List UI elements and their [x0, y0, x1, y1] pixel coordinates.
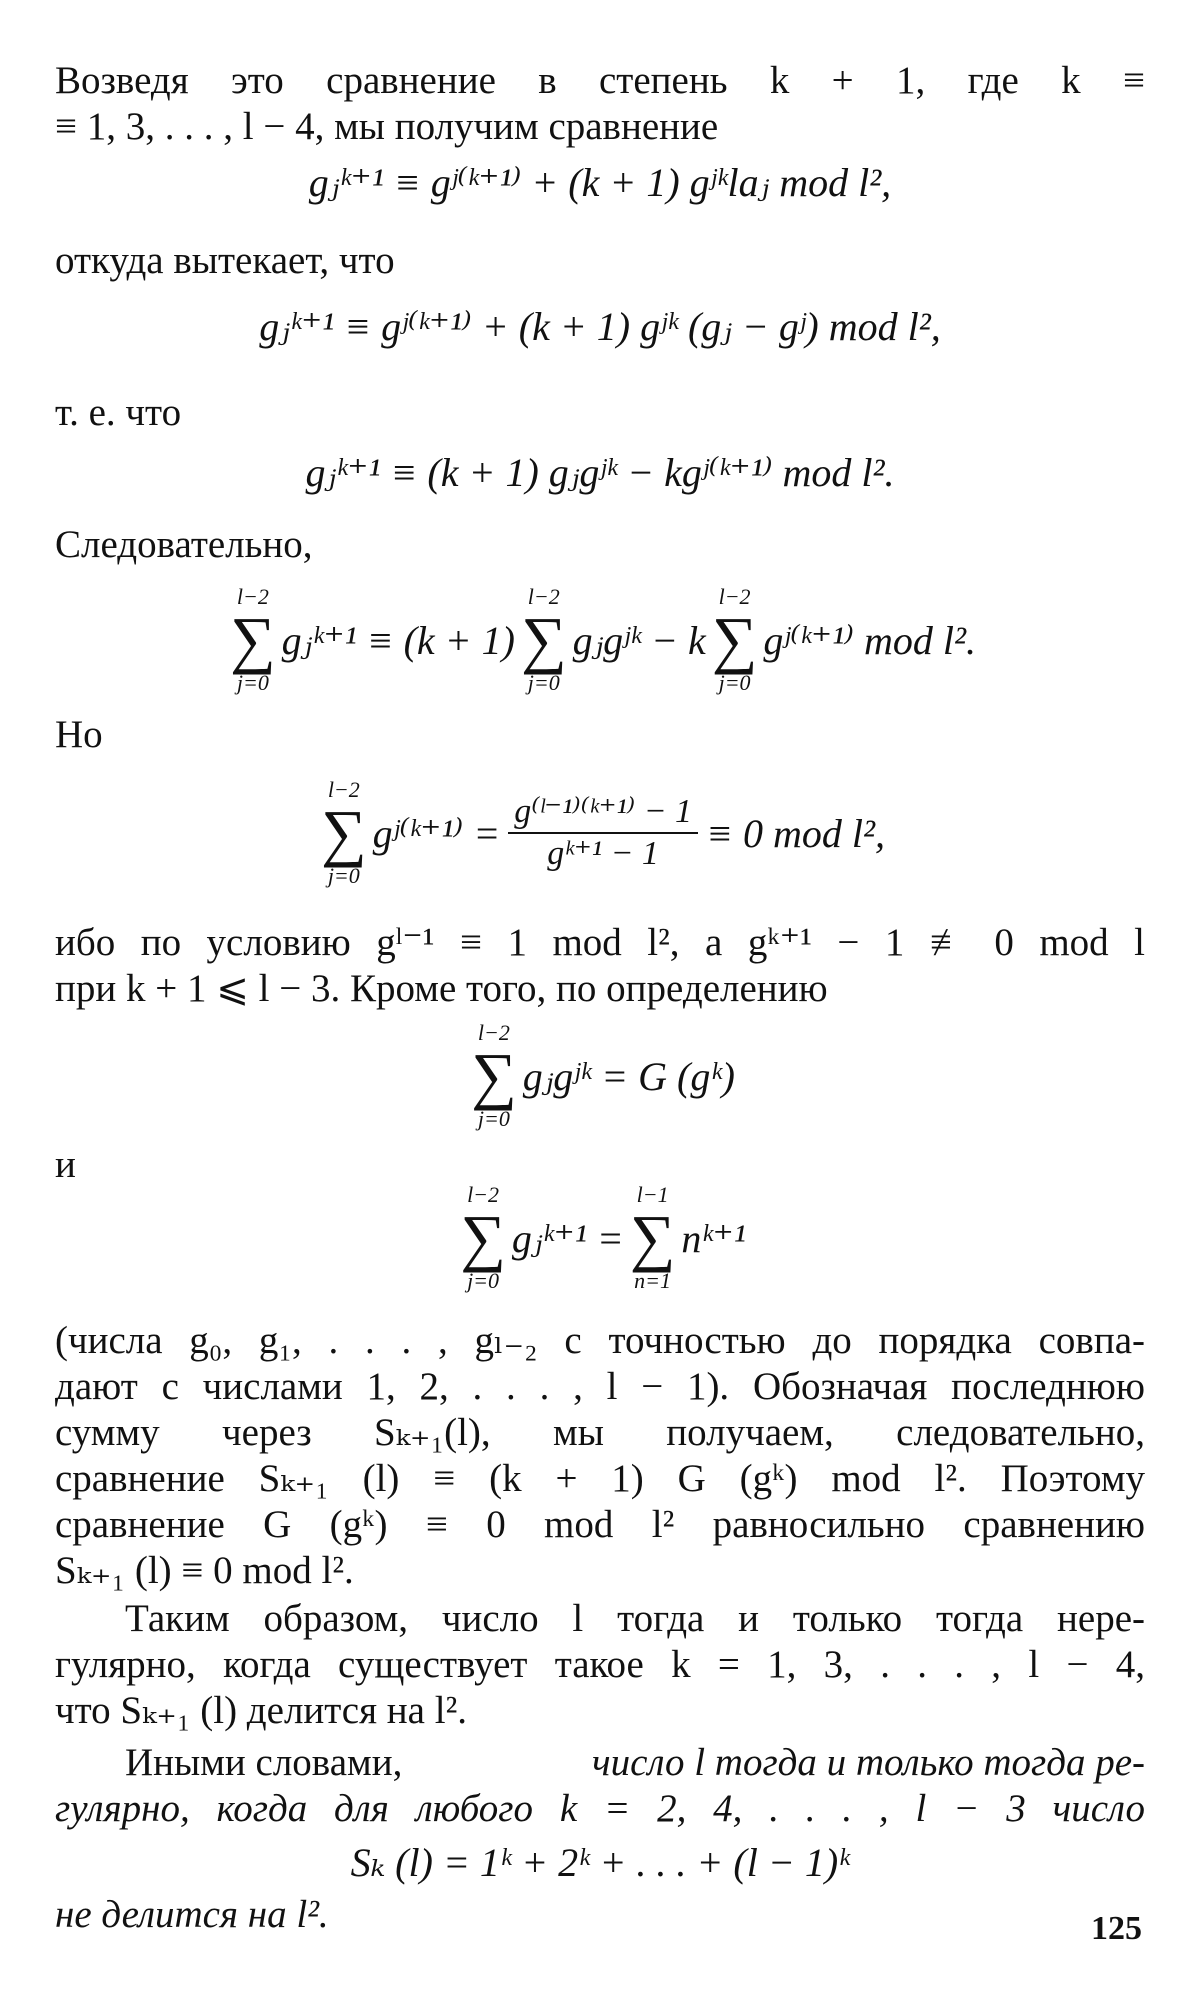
text-span: Иными словами,	[125, 1741, 403, 1784]
text-line: ибо по условию gˡ⁻¹ ≡ 1 mod l², а gᵏ⁺¹ − 1 ≢ 0 mod l	[55, 921, 1145, 964]
formula-term: gⱼgʲᵏ = G (gᵏ)	[522, 1053, 735, 1099]
sum-upper-limit: l−1	[636, 1182, 669, 1207]
summation	[712, 585, 758, 695]
formula-term: gʲ⁽ᵏ⁺¹⁾ mod l².	[763, 617, 976, 663]
page-number: 125	[1091, 1910, 1142, 1947]
sigma-symbol: ∑	[230, 604, 276, 675]
sum-lower-limit: n=1	[634, 1268, 672, 1293]
text-line: Возведя это сравнение в степень k + 1, где k ≡	[55, 59, 1145, 102]
fraction-denominator: gᵏ⁺¹ − 1	[547, 835, 659, 872]
text-line: гулярно, когда существует такое k = 1, 3, . . . , l − 4,	[55, 1643, 1145, 1686]
formula-term: gⱼgʲᵏ − k	[572, 617, 706, 663]
formula: Sₖ (l) = 1ᵏ + 2ᵏ + . . . + (l − 1)ᵏ	[350, 1840, 850, 1885]
sum-lower-limit: j=0	[477, 1106, 510, 1131]
text-line	[125, 1740, 1145, 1786]
sum-upper-limit: l−2	[527, 584, 560, 609]
summation	[630, 1183, 676, 1293]
sum-lower-limit: j=0	[527, 670, 560, 695]
formula-sums	[0, 580, 1200, 700]
formula: gⱼᵏ⁺¹ ≡ gʲ⁽ᵏ⁺¹⁾ + (k + 1) gʲᵏ (gⱼ − gʲ) mod l²,	[259, 304, 941, 349]
sum-upper-limit: l−2	[718, 584, 751, 609]
formula-term: gⱼᵏ⁺¹ =	[511, 1215, 624, 1261]
sum-lower-limit: j=0	[718, 670, 751, 695]
text-line: дают с числами 1, 2, . . . , l − 1). Обозначая последнюю	[55, 1365, 1145, 1408]
formula-sum	[0, 1178, 1200, 1298]
text-line: сумму через Sₖ₊₁(l), мы получаем, следовательно,	[55, 1411, 1145, 1454]
italic-text: число l тогда и только тогда ре-	[592, 1741, 1145, 1784]
text-line: при k + 1 ⩽ l − 3. Кроме того, по определению	[55, 967, 828, 1010]
text-line: Но	[55, 713, 103, 756]
summation	[230, 585, 276, 695]
sum-upper-limit: l−2	[477, 1020, 510, 1045]
formula: gⱼᵏ⁺¹ ≡ gʲ⁽ᵏ⁺¹⁾ + (k + 1) gʲᵏlaⱼ mod l²,	[308, 160, 892, 205]
italic-text-line: гулярно, когда для любого k = 2, 4, . . . , l − 3 число	[55, 1787, 1145, 1830]
text-line: откуда вытекает, что	[55, 239, 395, 282]
summation	[471, 1021, 517, 1131]
sigma-symbol: ∑	[629, 1202, 676, 1273]
fraction	[508, 792, 698, 874]
text-line: сравнение G (gᵏ) ≡ 0 mod l² равносильно сравнению	[55, 1503, 1145, 1546]
summation	[460, 1183, 506, 1293]
summation	[321, 778, 367, 888]
text-line: и	[55, 1143, 76, 1186]
text-line: что Sₖ₊₁ (l) делится на l².	[55, 1689, 468, 1732]
formula: gⱼᵏ⁺¹ ≡ (k + 1) gⱼgʲᵏ − kgʲ⁽ᵏ⁺¹⁾ mod l².	[305, 450, 895, 495]
text-line: (числа g₀, g₁, . . . , gₗ₋₂ с точностью до порядка совпа-	[55, 1319, 1145, 1362]
text-line: сравнение Sₖ₊₁ (l) ≡ (k + 1) G (gᵏ) mod l². Поэтому	[55, 1457, 1145, 1500]
formula-term: gʲ⁽ᵏ⁺¹⁾ =	[372, 810, 501, 856]
formula-term: nᵏ⁺¹	[681, 1215, 746, 1261]
sum-upper-limit: l−2	[467, 1182, 500, 1207]
formula-sum	[0, 1016, 1200, 1136]
text-line: т. е. что	[55, 391, 182, 434]
text-line: Следовательно,	[55, 523, 313, 566]
formula-fraction	[0, 766, 1200, 900]
sigma-symbol: ∑	[460, 1202, 506, 1273]
sum-lower-limit: j=0	[236, 670, 269, 695]
sum-upper-limit: l−2	[236, 584, 269, 609]
text-line: Sₖ₊₁ (l) ≡ 0 mod l².	[55, 1549, 354, 1592]
summation	[521, 585, 567, 695]
text-line: Таким образом, число l тогда и только тогда нере-	[125, 1597, 1145, 1640]
fraction-numerator: g⁽ˡ⁻¹⁾⁽ᵏ⁺¹⁾ − 1	[508, 792, 698, 834]
sum-upper-limit: l−2	[327, 777, 360, 802]
formula-term: ≡ 0 mod l²,	[706, 810, 885, 856]
italic-text-line: не делится на l².	[55, 1893, 329, 1936]
sigma-symbol: ∑	[471, 1040, 517, 1111]
text-line: ≡ 1, 3, . . . , l − 4, мы получим сравнение	[55, 105, 719, 148]
formula-term: gⱼᵏ⁺¹ ≡ (k + 1)	[281, 617, 515, 663]
sigma-symbol: ∑	[320, 797, 367, 868]
sigma-symbol: ∑	[520, 604, 567, 675]
sum-lower-limit: j=0	[327, 863, 360, 888]
sigma-symbol: ∑	[711, 604, 758, 675]
sum-lower-limit: j=0	[467, 1268, 500, 1293]
